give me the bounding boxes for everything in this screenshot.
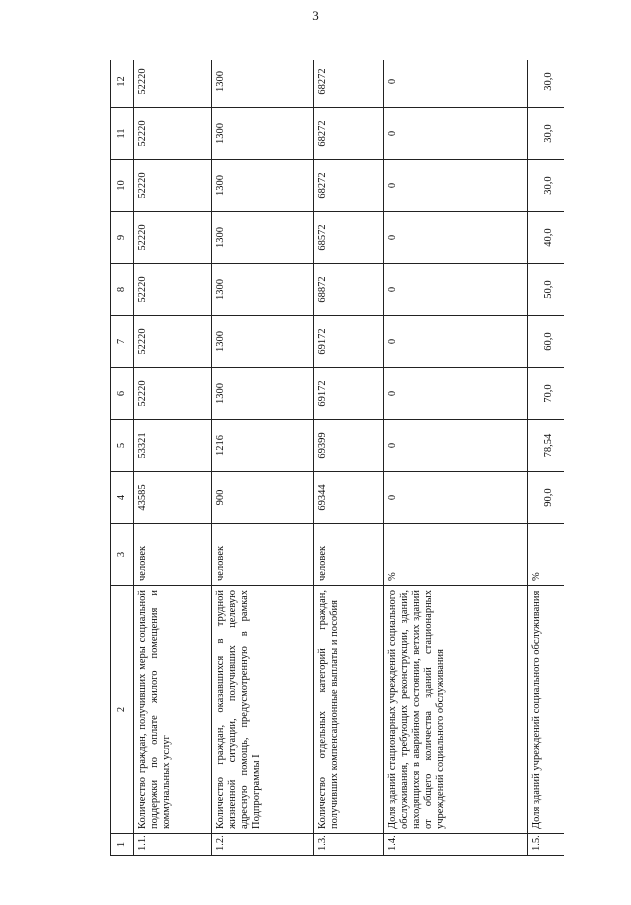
row-unit: человек: [212, 524, 314, 586]
value-cell: 69399: [314, 420, 384, 472]
value-cell: 0: [384, 472, 528, 524]
row-description: Количество граждан, оказавшихся в трудной жизненной ситуации, получивших целевую адресную помощь, предусмотренную в рамках Подпрограммы I: [212, 586, 314, 834]
table-row: [384, 60, 528, 856]
row-index: 1.3.: [314, 834, 384, 856]
indicators-table: [110, 60, 564, 856]
value-cell: 0: [384, 160, 528, 212]
rotated-table-area: [110, 60, 564, 856]
header-cell: 1: [111, 834, 134, 856]
value-cell: 1216: [212, 420, 314, 472]
value-cell: 68272: [314, 60, 384, 108]
header-cell: 10: [111, 160, 134, 212]
value-cell: 60,0: [528, 316, 565, 368]
row-unit: %: [384, 524, 528, 586]
row-description: Доля зданий учреждений социального обслуживания: [528, 586, 565, 834]
value-cell: 1300: [212, 264, 314, 316]
value-cell: 1300: [212, 160, 314, 212]
value-cell: 52220: [134, 108, 212, 160]
value-cell: 52220: [134, 160, 212, 212]
value-cell: 900: [212, 472, 314, 524]
row-index: 1.5.: [528, 834, 565, 856]
value-cell: 68572: [314, 212, 384, 264]
table-row: [528, 60, 565, 856]
value-cell: 30,0: [528, 160, 565, 212]
value-cell: 0: [384, 212, 528, 264]
header-cell: 4: [111, 472, 134, 524]
header-cell: 7: [111, 316, 134, 368]
row-unit: человек: [314, 524, 384, 586]
value-cell: 0: [384, 108, 528, 160]
value-cell: 1300: [212, 60, 314, 108]
value-cell: 30,0: [528, 60, 565, 108]
value-cell: 43585: [134, 472, 212, 524]
value-cell: 0: [384, 368, 528, 420]
header-cell: 5: [111, 420, 134, 472]
value-cell: 1300: [212, 108, 314, 160]
page-number: 3: [312, 8, 319, 23]
value-cell: 0: [384, 316, 528, 368]
row-index: 1.1.: [134, 834, 212, 856]
table-row: [134, 60, 212, 856]
header-row: [111, 60, 134, 856]
value-cell: 69344: [314, 472, 384, 524]
value-cell: 0: [384, 264, 528, 316]
header-cell: 2: [111, 586, 134, 834]
header-cell: 8: [111, 264, 134, 316]
value-cell: 52220: [134, 60, 212, 108]
row-unit: человек: [134, 524, 212, 586]
value-cell: 0: [384, 60, 528, 108]
value-cell: 90,0: [528, 472, 565, 524]
header-cell: 12: [111, 60, 134, 108]
row-description: Количество граждан, получивших меры социальной поддержки по оплате жилого помещения и коммунальных услуг: [134, 586, 212, 834]
value-cell: 30,0: [528, 108, 565, 160]
value-cell: 50,0: [528, 264, 565, 316]
header-cell: 9: [111, 212, 134, 264]
value-cell: 52220: [134, 316, 212, 368]
table-wrap: [110, 60, 564, 856]
value-cell: 52220: [134, 264, 212, 316]
value-cell: 40,0: [528, 212, 565, 264]
value-cell: 1300: [212, 316, 314, 368]
row-description: Доля зданий стационарных учреждений социального обслуживания, требующих реконструкции, зданий, находящихся в аварийном состоянии, ветхих зданий от общего количества зданий стационарных учреждений социального обслуживания: [384, 586, 528, 834]
value-cell: 70,0: [528, 368, 565, 420]
value-cell: 69172: [314, 368, 384, 420]
value-cell: 68272: [314, 160, 384, 212]
table-row: [314, 60, 384, 856]
value-cell: 53321: [134, 420, 212, 472]
value-cell: 78,54: [528, 420, 565, 472]
value-cell: 52220: [134, 212, 212, 264]
value-cell: 0: [384, 420, 528, 472]
value-cell: 68872: [314, 264, 384, 316]
value-cell: 69172: [314, 316, 384, 368]
value-cell: 68272: [314, 108, 384, 160]
header-cell: 6: [111, 368, 134, 420]
value-cell: 52220: [134, 368, 212, 420]
row-index: 1.4.: [384, 834, 528, 856]
row-description: Количество отдельных категорий граждан, получивших компенсационные выплаты и пособия: [314, 586, 384, 834]
row-unit: %: [528, 524, 565, 586]
table-row: [212, 60, 314, 856]
value-cell: 1300: [212, 368, 314, 420]
value-cell: 1300: [212, 212, 314, 264]
header-cell: 3: [111, 524, 134, 586]
row-index: 1.2.: [212, 834, 314, 856]
header-cell: 11: [111, 108, 134, 160]
